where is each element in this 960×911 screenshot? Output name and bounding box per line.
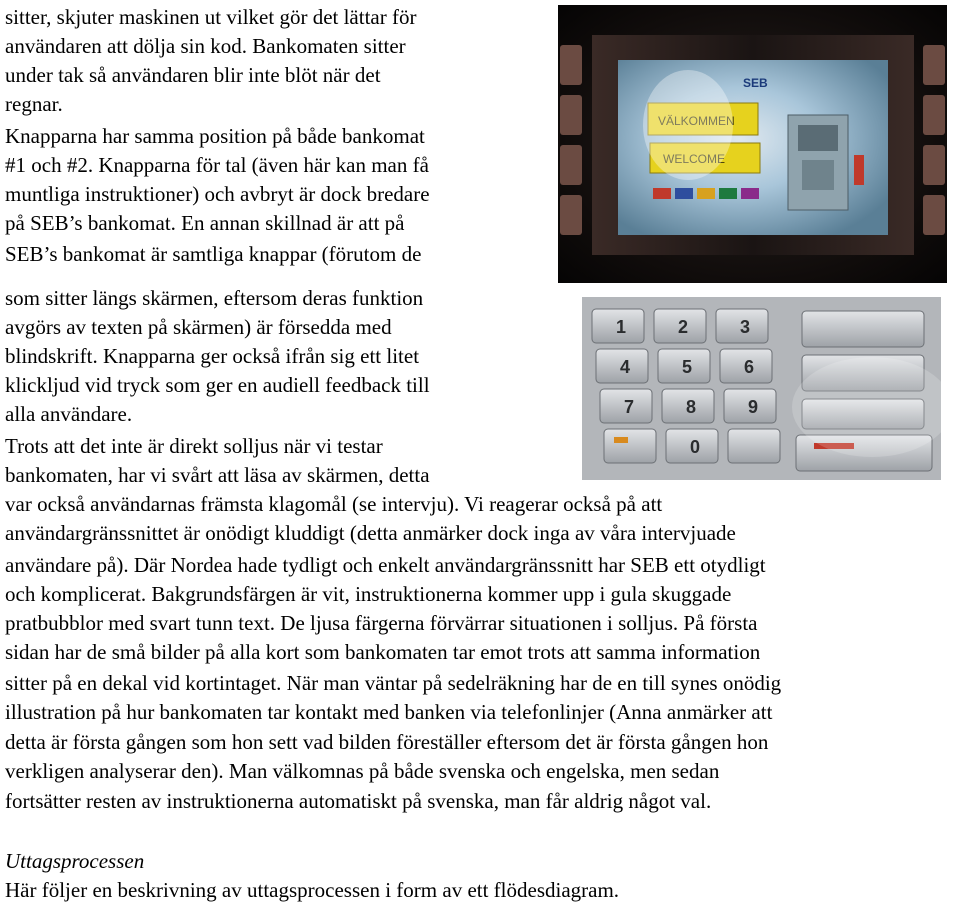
keypad-illustration: [582, 297, 941, 480]
atm-screen-illustration: [558, 5, 947, 283]
paragraph-line: var också användarnas främsta klagomål (se intervju). Vi reagerar också på att: [5, 492, 663, 516]
paragraph-line: under tak så användaren blir inte blöt när det: [5, 63, 381, 87]
seb-logo: SEB: [743, 76, 768, 90]
paragraph-line: illustration på hur bankomaten tar kontakt med banken via telefonlinjer (Anna anmärker att: [5, 700, 773, 724]
paragraph-line: sitter på en dekal vid kortintaget. När man väntar på sedelräkning har de en till synes onödig: [5, 671, 782, 695]
paragraph-line: Knapparna har samma position på både bankomat: [5, 124, 425, 148]
keypad-key-label: 0: [690, 437, 701, 457]
keypad-key-label: 6: [744, 357, 755, 377]
keypad-key-label: 5: [682, 357, 693, 377]
keypad-key-label: 2: [678, 317, 689, 337]
paragraph-line: detta är första gången som hon sett vad bilden föreställer eftersom det är första gången hon: [5, 730, 769, 754]
welcome-sv-text: VÄLKOMMEN: [658, 114, 735, 128]
section-text: Här följer en beskrivning av uttagsprocessen i form av ett flödesdiagram.: [5, 878, 620, 902]
keypad-key-label: 7: [624, 397, 635, 417]
paragraph-line: regnar.: [5, 92, 63, 116]
paragraph-line: SEB’s bankomat är samtliga knappar (förutom de: [5, 242, 422, 266]
paragraph-line: sidan har de små bilder på alla kort som bankomaten tar emot trots att samma information: [5, 640, 761, 664]
keypad-key-label: 9: [748, 397, 759, 417]
paragraph-line: muntliga instruktioner) och avbryt är dock bredare: [5, 182, 430, 206]
left-side-buttons: [560, 45, 582, 235]
paragraph-line: #1 och #2. Knapparna för tal (även här kan man få: [5, 153, 429, 177]
atm-keypad-photo: [582, 297, 941, 480]
welcome-en-text: WELCOME: [663, 152, 726, 166]
card-logos: [653, 188, 759, 199]
keypad-key-label: 8: [686, 397, 697, 417]
section-heading: Uttagsprocessen: [5, 849, 145, 873]
keypad-function-key: [802, 311, 924, 347]
paragraph-line: pratbubblor med svart tunn text. De ljusa färgerna förvärrar situationen i solljus. På första: [5, 611, 758, 635]
paragraph-line: fortsätter resten av instruktionerna automatiskt på svenska, man får aldrig något val.: [5, 789, 712, 813]
paragraph-line: klickljud vid tryck som ger en audiell feedback till: [5, 373, 430, 397]
keypad-cancel-key: [604, 429, 656, 463]
paragraph-line: blindskrift. Knapparna ger också ifrån sig ett litet: [5, 344, 420, 368]
keypad-key-label: 1: [616, 317, 627, 337]
paragraph-line: alla användare.: [5, 402, 133, 426]
paragraph-line: användargränssnittet är onödigt kluddigt (detta anmärker dock inga av våra intervjuade: [5, 521, 736, 545]
paragraph-line: verkligen analyserar den). Man välkomnas på både svenska och engelska, men sedan: [5, 759, 720, 783]
paragraph-line: som sitter längs skärmen, eftersom deras funktion: [5, 286, 424, 310]
keypad-key: [728, 429, 780, 463]
paragraph-line: sitter, skjuter maskinen ut vilket gör det lättar för: [5, 5, 417, 29]
keypad-key-label: 3: [740, 317, 751, 337]
paragraph-line: användare på). Där Nordea hade tydligt och enkelt användargränssnitt har SEB ett otydligt: [5, 553, 766, 577]
right-side-buttons: [923, 45, 945, 235]
atm-screen-photo: [558, 5, 947, 283]
keypad-key-label: 4: [620, 357, 631, 377]
paragraph-line: användaren att dölja sin kod. Bankomaten sitter: [5, 34, 406, 58]
paragraph-line: Trots att det inte är direkt solljus när vi testar: [5, 434, 383, 458]
paragraph-line: bankomaten, har vi svårt att läsa av skärmen, detta: [5, 463, 430, 487]
paragraph-line: på SEB’s bankomat. En annan skillnad är att på: [5, 211, 405, 235]
paragraph-line: avgörs av texten på skärmen) är försedda med: [5, 315, 392, 339]
paragraph-line: och komplicerat. Bakgrundsfärgen är vit, instruktionerna kommer upp i gula skuggade: [5, 582, 732, 606]
